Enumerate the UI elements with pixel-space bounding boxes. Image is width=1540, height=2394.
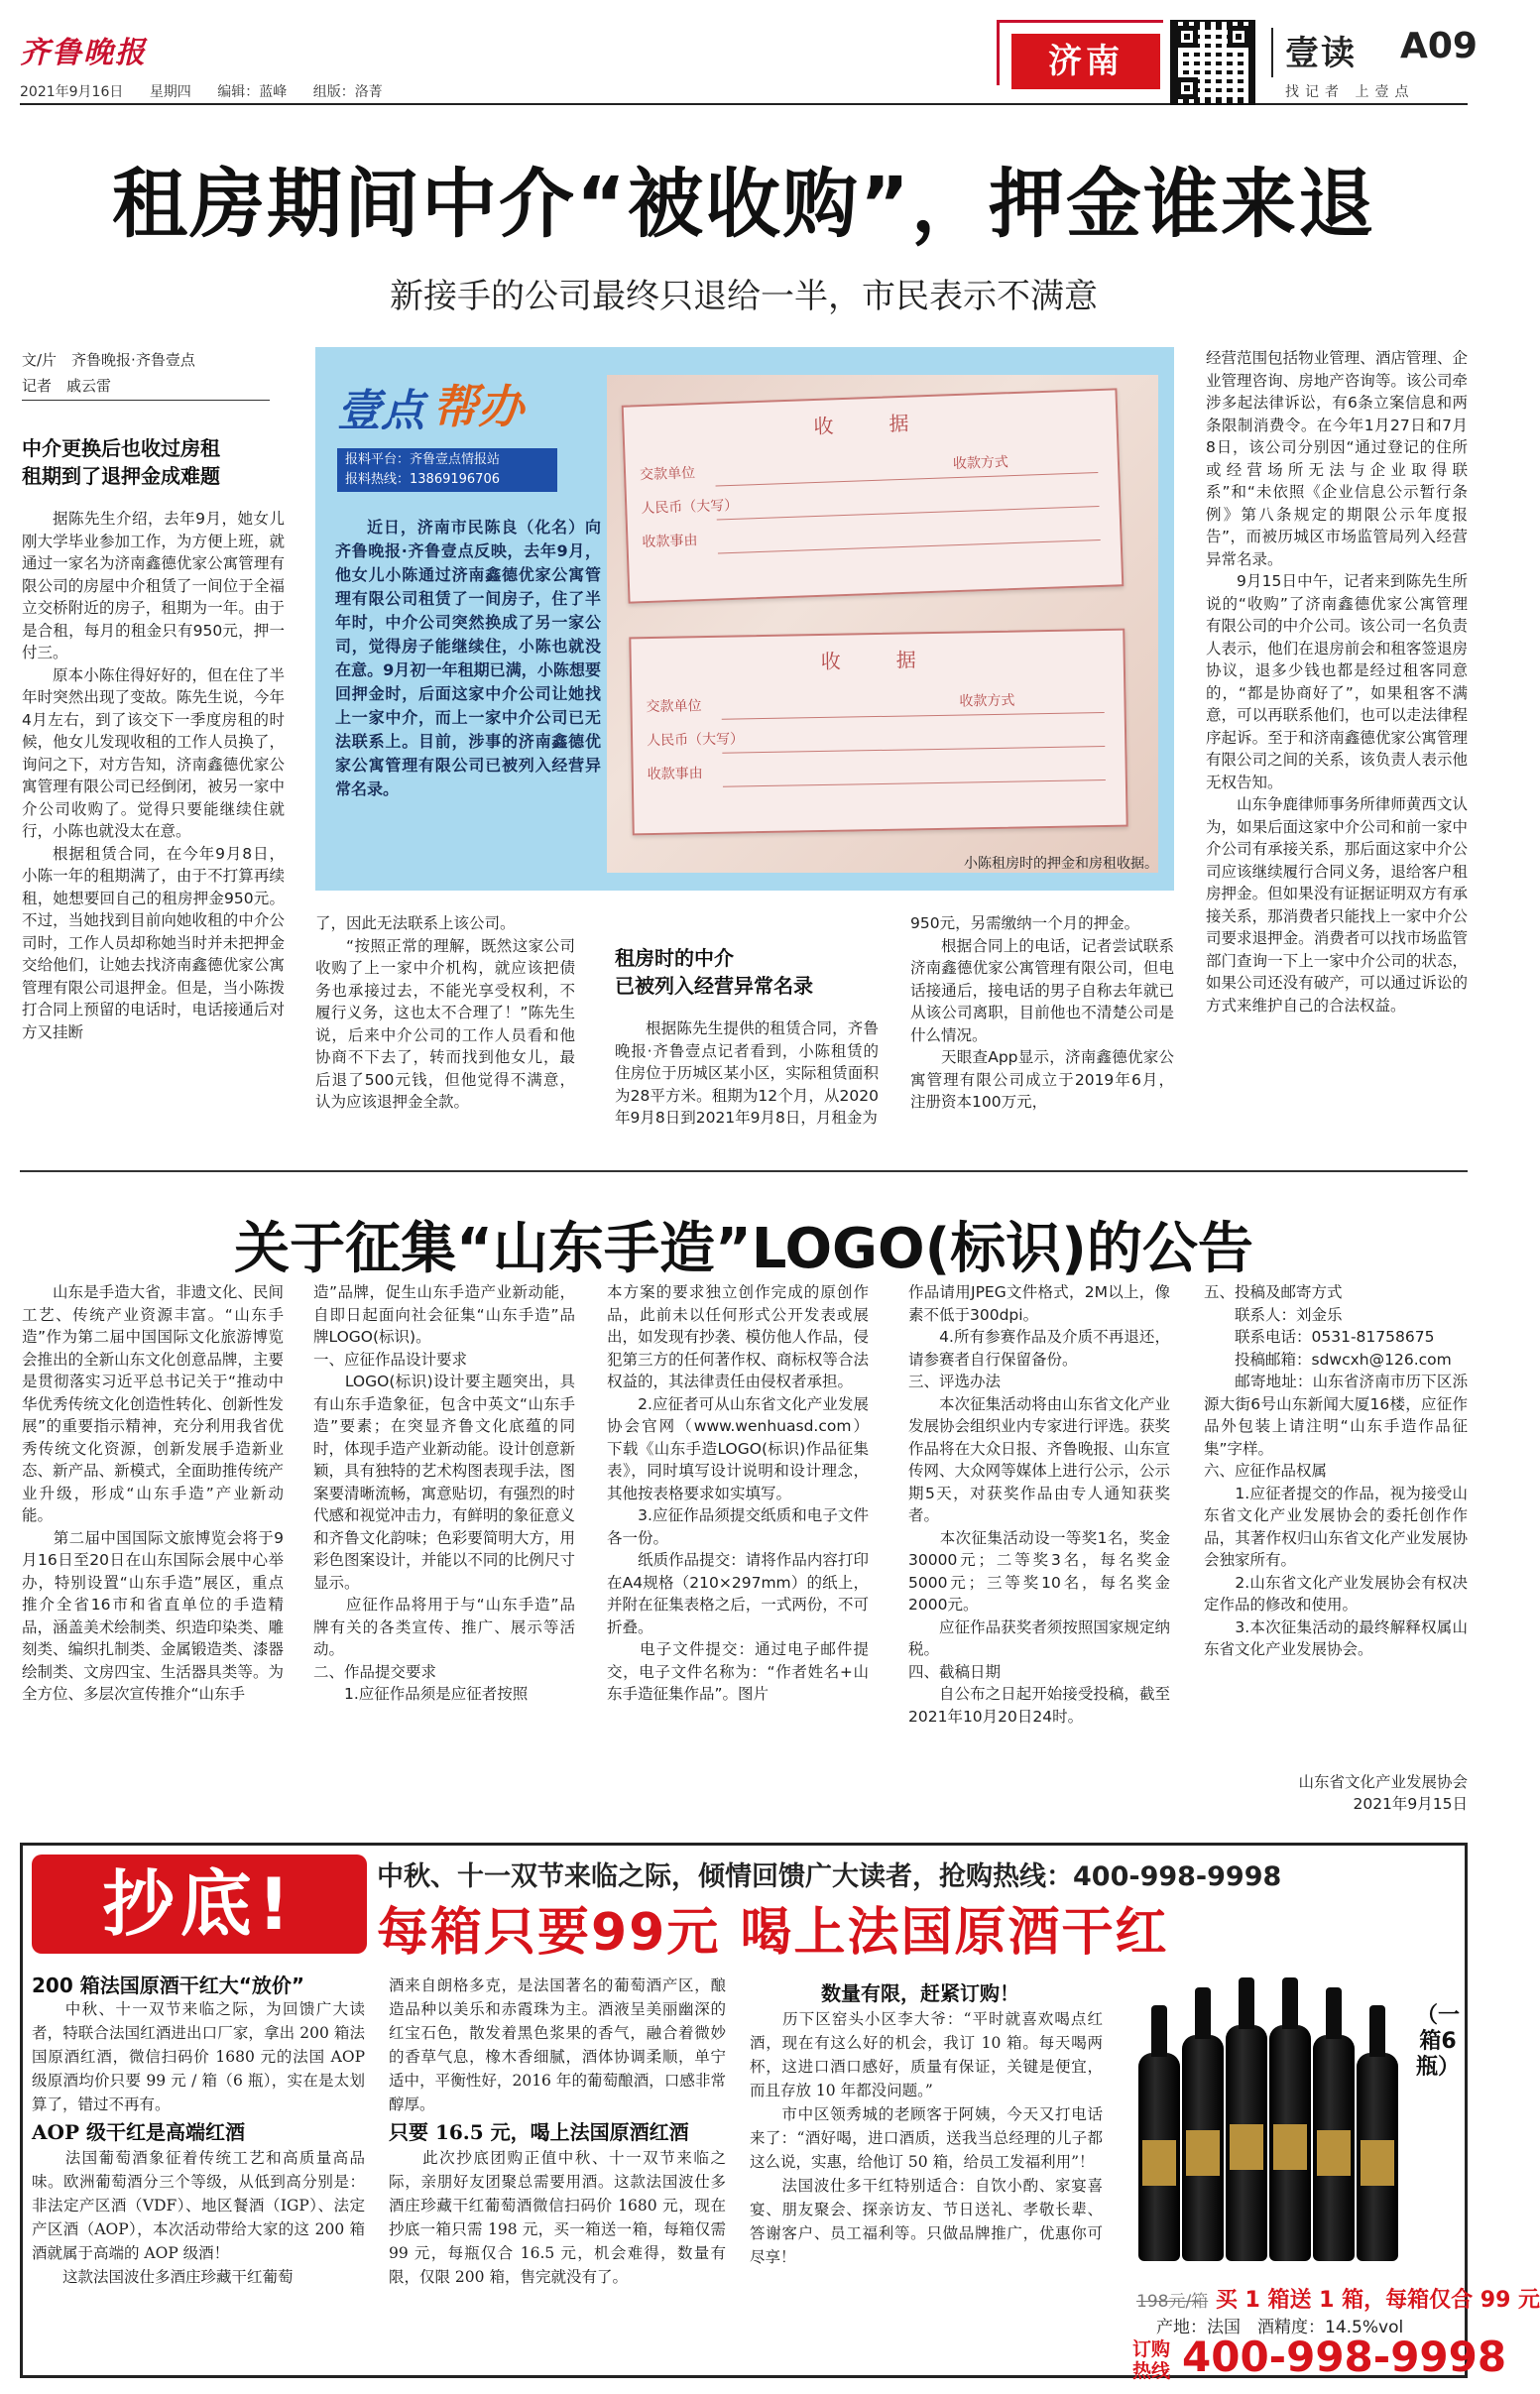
- ad-chaodi-badge: 抄底!: [32, 1855, 367, 1954]
- ad-column-3: 历下区窑头小区李大爷：“平时就喜欢喝点红酒，现在有这么好的机会，我订 10 箱。每天喝两杯，这进口酒口感好，质量有保证，关键是便宜，而且存放 10 年都没问题。” 市中区领秀城的老顾客于阿姨，今天又打电话来了：“酒好喝，进口酒质，送我当总经理的儿子都这么说，实惠，给他订 50 箱，给员工发福利用”！ 法国波仕多干红特别适合：自饮小酌、家宴喜宴、朋友聚会、探亲访友、节日送礼、孝敬长辈、答谢客户、员工福利等。只做品牌推广，优惠你可尽享！: [750, 2010, 1103, 2266]
- ad-origin: 产地：法国 酒精度：14.5%vol: [1156, 2318, 1404, 2337]
- byline-source: 文/片 齐鲁晚报·齐鲁壹点: [22, 351, 195, 369]
- ad-column-1: [32, 1997, 365, 2289]
- receipt-line: 交款单位: [646, 698, 702, 716]
- photo-caption: 小陈租房时的押金和房租收据。: [964, 856, 1158, 872]
- receipt-line: 收款事由: [647, 766, 703, 783]
- receipt-line: 收款事由: [642, 533, 698, 551]
- paragraph: 经营范围包括物业管理、酒店管理、企业管理咨询、房地产咨询等。该公司牵涉多起法律诉讼，有6条立案信息和两条限制消费令。在今年1月27日和7月8日，该公司分别因“通过登记的住所或经营场所无法与企业取得联系”和“未依照《企业信息公示暂行条例》第八条规定的期限公示年度报告”，而被历城区市场监管局列入经营异常名录。: [1206, 349, 1468, 568]
- paragraph: 9月15日中午，记者来到陈先生所说的“收购”了济南鑫德优家公寓管理有限公司的中介公司。该公司一名负责人表示，他们在退房前会和租客签退房协议，退多少钱也都是经过租客同意的，“都是协商好了”，如果租客不满意，可以再联系他们，也可以走法律程序起诉。至于和济南鑫德优家公寓管理有限公司之间的关系，该负责人表示他无权告知。: [1206, 572, 1468, 791]
- paragraph: 山东争鹿律师事务所律师黄西文认为，如果后面这家中介公司和前一家中介公司有承接关系，那后面这家中介公司应该继续履行合同义务，退给客户租房押金。但如果没有证据证明双方有承接关系，那消费者只能找上一家中介公司要求退押金。消费者可以找市场监管部门查询一下上一家中介公司的状态，如果公司还没有破产，可以通过诉讼的方式来维护自己的合法权益。: [1206, 795, 1468, 1015]
- byline-reporter: 记者 戚云雷: [22, 377, 112, 395]
- article-column-3: [615, 1017, 879, 1130]
- byline-rule: [22, 400, 270, 401]
- section-subtitle-1: 中介更换后也收过房租 租期到了退押金成难题: [22, 436, 220, 488]
- article-byline: [22, 347, 195, 399]
- article-divider: [20, 1170, 1468, 1172]
- issue-weekday: 星期四: [149, 84, 191, 100]
- receipt-photo: [607, 375, 1158, 873]
- receipt-method: 收款方式: [959, 692, 1015, 710]
- column-label: 壹读: [1285, 34, 1357, 73]
- ad-paragraph: 酒来自朗格多克，是法国著名的葡萄酒产区，酿造品种以美乐和赤霞珠为主。酒液呈美丽幽深的红宝石色，散发着黑色浆果的香气，融合着微妙的香草气息，橡木香细腻，酒体协调柔顺，单宁适中，平衡性好，2016 年的葡萄酿酒，口感非常醇厚。: [389, 1976, 726, 2113]
- ad-slogan: 每箱只要99元 喝上法国原酒干红: [377, 1903, 1169, 1963]
- receipt-1: [622, 388, 1125, 603]
- paragraph: 根据陈先生提供的租赁合同，齐鲁晚报·齐鲁壹点记者看到，小陈租赁的住房位于历城区某小区，实际租赁面积为28平方米。租期为12个月，从2020年9月8日到2021年9月8日，月租金为: [615, 1019, 879, 1127]
- ad-price-deal: 买 1 箱送 1 箱，每箱仅合 99 元: [1215, 2288, 1540, 2313]
- notice-column-5: 五、投稿及邮寄方式 联系人：刘金乐 联系电话：0531-81758675 投稿邮箱：sdwcxh@126.com 邮寄地址：山东省济南市历下区泺源大街6号山东新闻大厦16楼，应征作品外包装上请注明“山东手造作品征集”字样。 六、应征作品权属 1.应征者提交的作品，视为接受山东省文化产业发展协会的委托创作作品，其著作权归山东省文化产业发展协会独家所有。 2.山东省文化产业发展协会有权决定作品的修改和使用。 3.本次征集活动的最终解释权属山东省文化产业发展协会。: [1204, 1283, 1468, 1658]
- article-lead: [335, 516, 601, 801]
- issue-editor: 编辑：蓝峰: [217, 84, 288, 100]
- paragraph: 了，因此无法联系上该公司。: [315, 914, 516, 932]
- paragraph: 950元，另需缴纳一个月的押金。: [910, 914, 1140, 932]
- paragraph: 根据合同上的电话，记者尝试联系济南鑫德优家公寓管理有限公司，但电话接通后，接电话的男子自称去年就已从该公司离职，目前他也不清楚公司是什么情况。: [910, 936, 1174, 1044]
- ad-paragraph: 此次抄底团购正值中秋、十一双节来临之际，亲朋好友团聚总需要用酒。这款法国波仕多酒庄珍藏干红葡萄酒微信扫码价 1680 元，现在抄底一箱只需 198 元，买一箱送一箱，每箱仅需 99 元，每瓶仅合 16.5 元，机会难得，数量有限，仅限 200 箱，售完就没有了。: [389, 2149, 726, 2286]
- receipt-line: 人民币（大写）: [646, 731, 745, 750]
- issue-layout: 组版：洛菁: [312, 84, 383, 100]
- notice-column-2: 造”品牌，促生山东手造产业新动能，自即日起面向社会征集“山东手造”品牌LOGO(标识)。 一、应征作品设计要求 LOGO(标识)设计要主题突出，具有山东手造象征，包含中英文“山东手造”要素；在突显齐鲁文化底蕴的同时，体现手造产业新动能。设计创意新颖，具有独特的艺术构图表现手法，图案要清晰流畅，寓意贴切，有强烈的时代感和视觉冲击力，有鲜明的象征意义和齐鲁文化韵味；色彩要简明大方，用彩色图案设计，并能以不同的比例尺寸显示。 应征作品将用于与“山东手造”品牌有关的各类宣传、推广、展示等活动。 二、作品提交要求 1.应征作品须是应征者按照: [313, 1283, 575, 1703]
- reporter-line: 找记者 上壹点: [1285, 84, 1415, 100]
- lead-text: 近日，济南市民陈良（化名）向齐鲁晚报·齐鲁壹点反映，去年9月，他女儿小陈通过济南鑫德优家公寓管理有限公司租赁了一间房子，住了半年时，中介公司突然换成了另一家公司，觉得房子能继续住，小陈也就没在意。9月初一年租期已满，小陈想要回押金时，后面这家中介公司让她找上一家中介，而上一家中介公司已无法联系上。目前，涉事的济南鑫德优家公寓管理有限公司已被列入经营异常名录。: [335, 518, 601, 798]
- section-tag: 济南: [1011, 34, 1160, 89]
- paragraph: “按照正常的理解，既然这家公司收购了上一家中介机构，就应该把债务也承接过去，不能光享受权利，不履行义务，这也太不合理了！”陈先生说，后来中介公司的工作人员看和他协商不下去了，转而找到他女儿，最后退了500元钱，但他觉得不满意，认为应该退押金全款。: [315, 936, 575, 1111]
- paragraph: 根据租赁合同，在今年9月8日，小陈一年的租期满了，由于不打算再续租，她想要回自己的租房押金950元。不过，当她找到目前向她收租的中介公司时，工作人员却称她当时并未把押金交给他们，让她去找济南鑫德优家公寓管理有限公司退押金。但是，当小陈拨打合同上预留的电话时，电话接通后对方又挂断: [22, 844, 285, 1041]
- receipt-title: 收 据: [813, 411, 927, 439]
- qr-code-icon: [1170, 20, 1255, 105]
- newspaper-logo: 齐鲁晚报: [20, 36, 147, 70]
- notice-column-4: 作品请用JPEG文件格式，2M以上，像素不低于300dpi。 4.所有参赛作品及介质不再退还，请参赛者自行保留备份。 三、评选办法 本次征集活动将由山东省文化产业发展协会组织业内专家进行评选。获奖作品将在大众日报、齐鲁晚报、山东宣传网、大众网等媒体上进行公示，公示期5天，对获奖作品由专人通知获奖者。 本次征集活动设一等奖1名，奖金30000元；二等奖3名，每名奖金5000元；三等奖10名，每名奖金2000元。 应征作品获奖者须按照国家规定纳税。 四、截稿日期 自公布之日起开始接受投稿，截至2021年10月20日24时。: [908, 1283, 1170, 1726]
- receipt-title: 收 据: [820, 648, 934, 674]
- page-number: A09: [1400, 26, 1478, 66]
- issue-date: 2021年9月16日: [20, 84, 124, 100]
- issue-meta: [20, 81, 405, 101]
- wine-bottles-image: [1138, 1993, 1406, 2261]
- masthead: [20, 20, 1478, 109]
- ad-paragraph: 法国葡萄酒象征着传统工艺和高质量高品味。欧洲葡萄酒分三个等级，从低到高分别是：非法定产区酒（VDF）、地区餐酒（IGP）、法定产区酒（AOP），本次活动带给大家的这 200 箱酒就属于高端的 AOP 级酒！ 这款法国波仕多酒庄珍藏干红葡萄: [32, 2149, 365, 2286]
- bangban-logo-b: 帮办: [432, 380, 524, 433]
- paragraph: 原本小陈住得好好的，但在住了半年时突然出现了变故。陈先生说，今年4月左右，到了该交下一季度房租的时候，他女儿发现收租的工作人员换了，询问之下，对方告知，济南鑫德优家公寓管理有限公司已经倒闭，被另一家中介公司收购了。觉得只要能继续住就行，小陈也就没太在意。: [22, 665, 285, 840]
- paragraph: 据陈先生介绍，去年9月，她女儿刚大学毕业参加工作，为方便上班，就通过一家名为济南鑫德优家公寓管理有限公司的房屋中介租赁了一间位于全福立交桥附近的房子，租期为一年。由于是合租，每月的租金只有950元，押一付三。: [22, 510, 285, 661]
- notice-signature: [1204, 1771, 1468, 1815]
- receipt-line: 人民币（大写）: [641, 497, 739, 518]
- ad-heading: 只要 16.5 元，喝上法国原酒红酒: [389, 2120, 689, 2144]
- box-label: （一箱6瓶）: [1416, 2003, 1461, 2080]
- ad-hotline-label: 订购热线: [1132, 2338, 1171, 2382]
- ad-column-2: [389, 1974, 726, 2289]
- notice-signer: 山东省文化产业发展协会: [1298, 1773, 1468, 1791]
- ad-heading: 200 箱法国原酒干红大“放价”: [32, 1974, 304, 1997]
- ad-heading: 数量有限，赶紧订购！: [821, 1981, 1019, 2005]
- ad-paragraph: 中秋、十一双节来临之际，为回馈广大读者，特联合法国红酒进出口厂家，拿出 200 箱法国原酒红酒，微信扫码价 1680 元的法国 AOP 级原酒均价只要 99 元 / 箱（6 瓶），实在是太划算了，错过不再有。: [32, 2000, 365, 2113]
- article-column-1: [22, 508, 285, 1043]
- section-subtitle-2: 租房时的中介 已被列入经营异常名录: [615, 946, 813, 998]
- ad-hotline: 400-998-9998: [1182, 2333, 1507, 2381]
- notice-title: 关于征集“山东手造”LOGO(标识)的公告: [234, 1217, 1253, 1281]
- bangban-hotline: 报料热线：13869196706: [345, 472, 500, 487]
- notice-date: 2021年9月15日: [1353, 1795, 1468, 1813]
- bangban-info: [337, 448, 557, 492]
- ad-heading: AOP 级干红是高端红酒: [32, 2120, 245, 2144]
- receipt-2: [629, 629, 1127, 836]
- paragraph: 天眼查App显示，济南鑫德优家公寓管理有限公司成立于2019年6月，注册资本100万元，: [910, 1048, 1174, 1111]
- receipt-line: 交款单位: [639, 465, 696, 484]
- article-column-2: [315, 912, 575, 1114]
- notice-column-3: 本方案的要求独立创作完成的原创作品，此前未以任何形式公开发表或展出，如发现有抄袭、模仿他人作品，侵犯第三方的任何著作权、商标权等合法权益的，其法律责任由侵权者承担。 2.应征者可从山东省文化产业发展协会官网（www.wenhuasd.com）下载《山东手造LOGO(标识)作品征集表》，同时填写设计说明和设计理念，其他按表格要求如实填写。 3.应征作品须提交纸质和电子文件各一份。 纸质作品提交：请将作品内容打印在A4规格（210×297mm）的纸上，并附在征集表格之后，一式两份，不可折叠。 电子文件提交：通过电子邮件提交，电子文件名称为：“作者姓名+山东手造征集作品”。图片: [607, 1283, 869, 1703]
- notice-column-1: 山东是手造大省，非遗文化、民间工艺、传统产业资源丰富。“山东手造”作为第二届中国国际文化旅游博览会推出的全新山东文化创意品牌，主要是贯彻落实习近平总书记关于“推动中华优秀传统文化创造性转化、创新性发展”的重要指示精神，充分利用我省优秀传统文化资源，创新发展手造新业态、新产品、新模式，全面助推传统产业升级，形成“山东手造”产业新动能。 第二届中国国际文旅博览会将于9月16日至20日在山东国际会展中心举办，特别设置“山东手造”展区，重点推介全省16市和省直单位的手造精品，涵盖美术绘制类、织造印染类、雕刻类、编织扎制类、金属锻造类、漆器绘制类、文房四宝、生活器具类等。为全方位、多层次宣传推介“山东手: [22, 1283, 284, 1703]
- article-column-5: [1206, 347, 1468, 1017]
- header-divider: [1271, 28, 1273, 77]
- article-column-4: [910, 912, 1174, 1114]
- receipt-method: 收款方式: [952, 454, 1009, 473]
- ad-top-line: 中秋、十一双节来临之际，倾情回馈广大读者，抢购热线：400-998-9998: [377, 1861, 1282, 1892]
- bangban-logo: [337, 375, 585, 444]
- article-headline: 租房期间中介“被收购”，押金谁来退: [112, 160, 1375, 248]
- bangban-logo-a: 壹点: [337, 386, 424, 436]
- ad-price-old: 198元/箱: [1136, 2292, 1209, 2312]
- bangban-platform: 报料平台：齐鲁壹点情报站: [345, 452, 501, 467]
- article-subhead: 新接手的公司最终只退给一半，市民表示不满意: [390, 277, 1098, 316]
- ad-price: [1136, 2283, 1540, 2314]
